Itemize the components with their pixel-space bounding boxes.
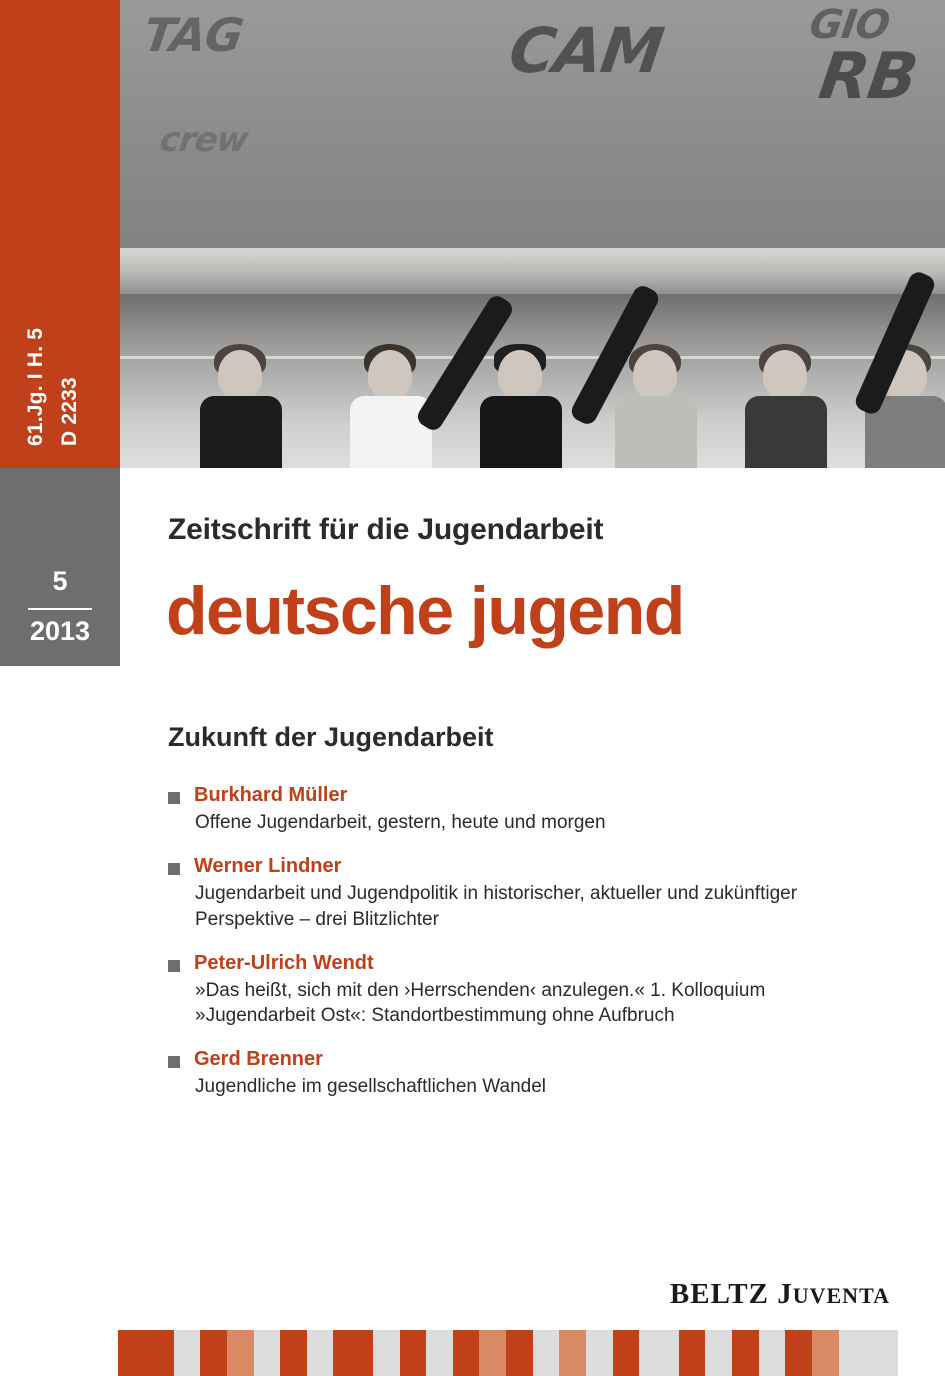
color-bar-segment (679, 1330, 706, 1376)
color-bar-segment (705, 1330, 732, 1376)
color-bar-segment (812, 1330, 839, 1376)
color-bar-segment (759, 1330, 786, 1376)
cover-photo (120, 0, 945, 468)
issue-divider (28, 608, 92, 610)
graffiti-tag: RB (814, 40, 922, 114)
publisher-name-second: J (777, 1278, 793, 1310)
color-bar-segment (333, 1330, 372, 1376)
spine-volume-issue: 61.Jg. I H. 5 (24, 327, 47, 446)
color-bar-segment (639, 1330, 678, 1376)
issue-year: 2013 (29, 616, 91, 646)
color-bar-segment (200, 1330, 227, 1376)
article-author: Peter-Ulrich Wendt (194, 951, 374, 974)
issue-number: 5 (52, 566, 68, 596)
square-bullet-icon (168, 960, 180, 972)
color-bar-segment (118, 1330, 173, 1376)
contents-list (168, 784, 798, 1120)
color-bar-segment (227, 1330, 254, 1376)
square-bullet-icon (168, 1056, 180, 1068)
magazine-masthead: deutsche jugend (166, 573, 684, 649)
color-bar-segment (400, 1330, 427, 1376)
color-bar-segment (785, 1330, 812, 1376)
publisher-name-second-rest: UVENTA (792, 1283, 890, 1308)
square-bullet-icon (168, 792, 180, 804)
color-bar-segment (839, 1330, 898, 1376)
color-bar-segment (732, 1330, 759, 1376)
graffiti-tag: GIO (806, 2, 892, 48)
square-bullet-icon (168, 863, 180, 875)
article-author: Gerd Brenner (194, 1048, 323, 1071)
color-bar-segment (307, 1330, 334, 1376)
list-item[interactable] (168, 1048, 798, 1099)
spine-code: D 2233 (58, 377, 81, 446)
article-author: Burkhard Müller (194, 784, 348, 806)
spine-text-rotated (0, 0, 120, 468)
graffiti-tag: CAM (504, 14, 668, 87)
color-bar-segment (174, 1330, 201, 1376)
publisher-name-first: BELTZ (669, 1278, 769, 1310)
color-bar-segment (506, 1330, 533, 1376)
bottom-color-bar (0, 1330, 945, 1376)
list-item[interactable] (168, 952, 798, 1029)
cover-subtitle: Zeitschrift für die Jugendarbeit (168, 513, 604, 546)
color-bar-segment (586, 1330, 613, 1376)
article-title: »Das heißt, sich mit den ›Herrschenden‹ anzulegen.« 1. Kolloquium »Jugendarbeit Ost«: Standortbestimmung ohne Aufbruch (195, 979, 766, 1027)
graffiti-tag: TAG (140, 8, 246, 62)
issue-topic: Zukunft der Jugendarbeit (168, 722, 494, 752)
color-bar-segment (613, 1330, 640, 1376)
color-bar-segment (453, 1330, 480, 1376)
color-bar-segment (426, 1330, 453, 1376)
color-bar-segment (533, 1330, 560, 1376)
color-bar-segment (479, 1330, 506, 1376)
article-title: Jugendarbeit und Jugendpolitik in historischer, aktueller und zukünftiger Perspektive – drei Blitzlichter (195, 883, 798, 930)
article-author: Werner Lindner (194, 855, 342, 878)
list-item[interactable] (168, 784, 798, 835)
list-item[interactable] (168, 855, 798, 932)
spine-gray-block (0, 468, 120, 666)
color-bar-segment (559, 1330, 586, 1376)
color-bar-segment (898, 1330, 945, 1376)
photo-ledge (120, 248, 945, 294)
article-title: Jugendliche im gesellschaftlichen Wandel (195, 1076, 546, 1098)
article-title: Offene Jugendarbeit, gestern, heute und morgen (195, 812, 606, 833)
color-bar-segment (254, 1330, 281, 1376)
spine-orange-block (0, 0, 120, 468)
color-bar-segment (280, 1330, 307, 1376)
publisher-logo (670, 1278, 890, 1311)
graffiti-tag: crew (157, 120, 251, 160)
color-bar-segment (0, 1330, 118, 1376)
color-bar-segment (373, 1330, 400, 1376)
